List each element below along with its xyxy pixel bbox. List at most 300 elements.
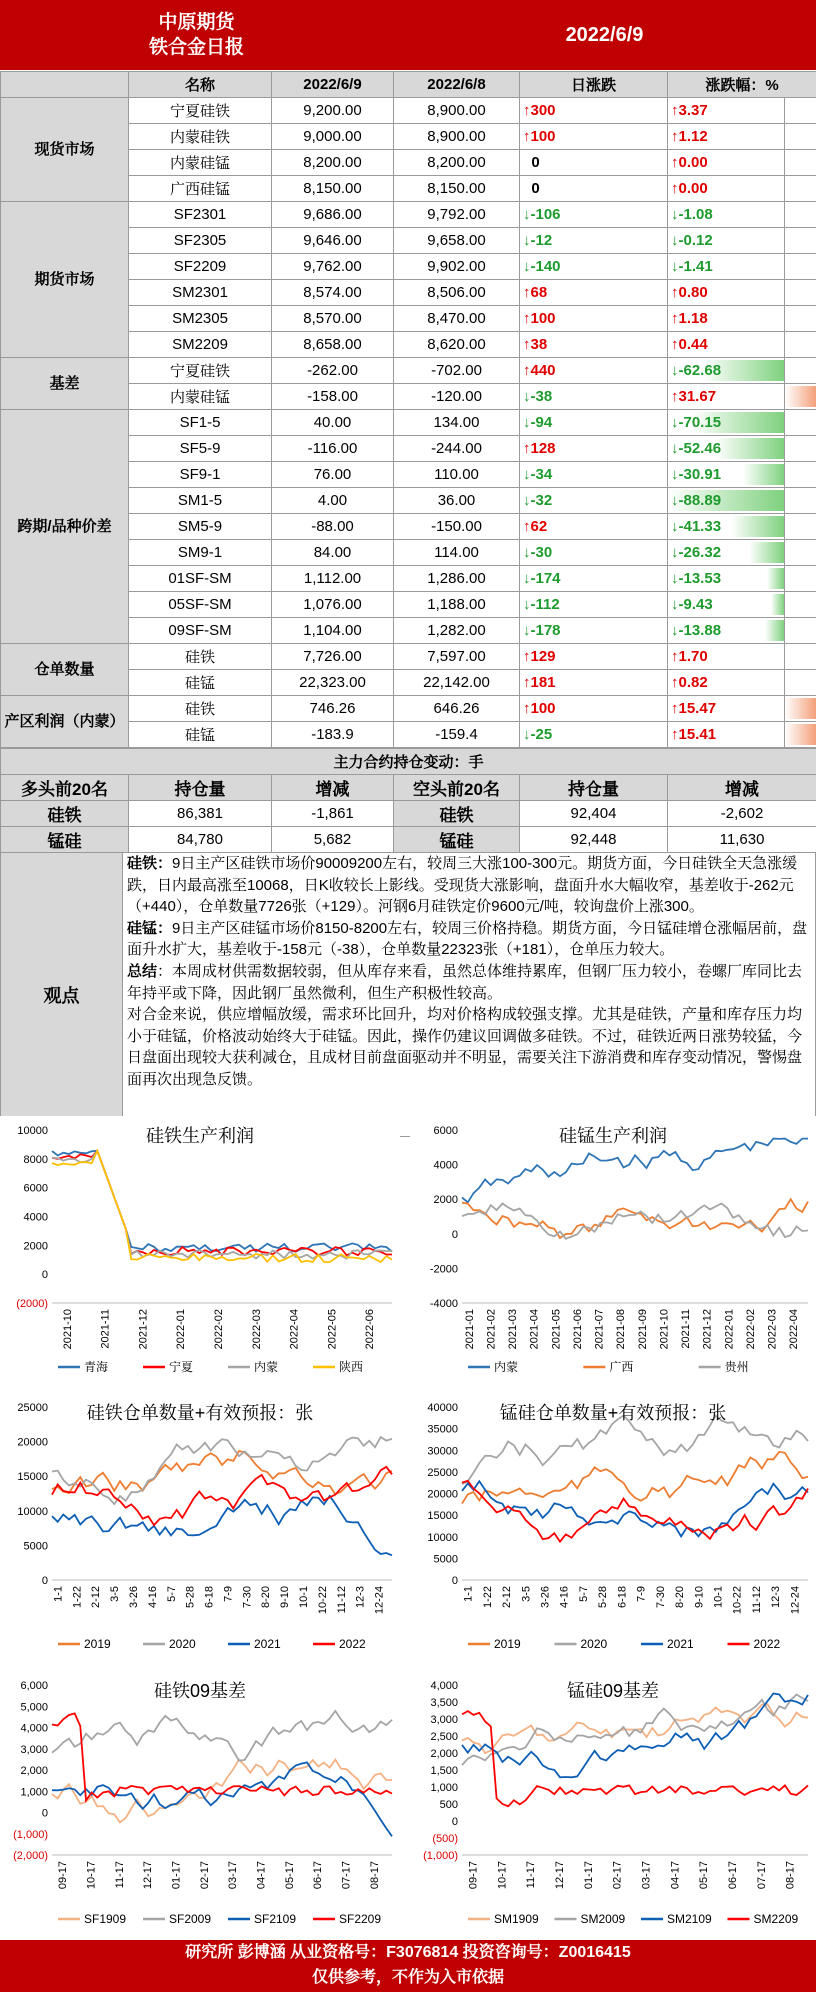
y-tick-label: 3,000 — [430, 1714, 458, 1726]
value-prev: 22,142.00 — [394, 670, 520, 696]
chart-title: 硅铁生产利润 — [146, 1126, 254, 1146]
x-tick-label: 02-17 — [198, 1861, 211, 1890]
col-date2: 2022/6/8 — [394, 72, 520, 98]
arrow-up-icon: ↑ — [523, 518, 531, 535]
x-tick-label: 02-17 — [611, 1861, 624, 1890]
arrow-down-icon: ↓ — [671, 258, 679, 275]
y-tick-label: 2,000 — [430, 1748, 458, 1760]
arrow-down-icon: ↓ — [523, 726, 531, 743]
arrow-up-icon: ↑ — [671, 388, 679, 405]
row-name: SM2209 — [129, 332, 272, 358]
data-bar — [749, 542, 784, 563]
daily-change — [520, 566, 668, 592]
arrow-down-icon: ↓ — [671, 518, 679, 535]
arrow-down-icon: ↓ — [523, 206, 531, 223]
arrow-up-icon: ↑ — [671, 128, 679, 145]
arrow-up-icon: ↑ — [671, 648, 679, 665]
value-today: -116.00 — [272, 436, 394, 462]
y-tick-label: 20000 — [427, 1488, 458, 1501]
arrow-down-icon: ↓ — [671, 492, 679, 509]
y-tick-label: 15000 — [427, 1510, 458, 1523]
pct-change-value: 0.82 — [678, 674, 708, 691]
y-tick-label: 15000 — [17, 1471, 48, 1484]
legend-label: 2021 — [254, 1637, 281, 1651]
x-tick-label: 12-3 — [354, 1586, 367, 1609]
series-line — [52, 1713, 392, 1800]
pct-bar-overflow — [785, 566, 816, 592]
y-tick-label: 6000 — [23, 1182, 48, 1195]
view-tag-summary: 总结 — [127, 962, 158, 980]
daily-change-value: -174 — [530, 570, 561, 587]
pct-change — [668, 280, 785, 306]
chart-c1 — [0, 1116, 400, 1381]
y-tick-label: (1,000) — [423, 1850, 458, 1862]
short-chg: 11,630 — [668, 827, 816, 853]
pct-bar-overflow — [785, 410, 816, 436]
x-tick-label: 2022-01 — [175, 1309, 188, 1350]
daily-change — [520, 514, 668, 540]
x-tick-label: 5-28 — [597, 1586, 610, 1609]
pct-change — [668, 696, 785, 722]
row-name: 硅锰 — [129, 722, 272, 748]
row-name: 广西硅锰 — [129, 176, 272, 202]
pct-bar-overflow — [785, 696, 816, 722]
value-prev: 114.00 — [394, 540, 520, 566]
view-section — [0, 853, 816, 1137]
arrow-up-icon: ↑ — [523, 336, 531, 353]
group-label-profit: 产区利润（内蒙） — [1, 696, 129, 748]
x-tick-label: 2021-10 — [658, 1309, 671, 1350]
view-paragraph-sf — [127, 853, 811, 918]
y-tick-label: 1,500 — [430, 1765, 458, 1777]
group-label-warrant: 仓单数量 — [1, 644, 129, 696]
value-prev: -244.00 — [394, 436, 520, 462]
y-tick-label: 5000 — [23, 1540, 48, 1553]
value-today: 8,570.00 — [272, 306, 394, 332]
row-name: 09SF-SM — [129, 618, 272, 644]
pct-bar-overflow — [785, 670, 816, 696]
pct-change-value: 1.18 — [678, 310, 708, 327]
x-tick-label: 2021-08 — [615, 1309, 628, 1350]
y-tick-label: 4,000 — [430, 1680, 458, 1692]
row-name: SF2305 — [129, 228, 272, 254]
view-paragraph-sm — [127, 918, 811, 961]
series-line — [52, 1762, 392, 1836]
x-tick-label: 11-17 — [113, 1861, 126, 1889]
col-name: 名称 — [129, 72, 272, 98]
x-tick-label: 1-22 — [481, 1586, 494, 1609]
chart-title: 硅铁仓单数量+有效预报：张 — [86, 1403, 314, 1423]
report-title: 铁合金日报 — [148, 37, 244, 58]
y-tick-label: 10000 — [17, 1505, 48, 1518]
table-row — [1, 202, 816, 228]
row-name: SM1-5 — [129, 488, 272, 514]
x-tick-label: 11-12 — [750, 1586, 763, 1614]
short-name: 锰硅 — [394, 827, 520, 853]
pct-bar-overflow — [785, 618, 816, 644]
x-tick-label: 10-22 — [731, 1586, 744, 1615]
header-title-block — [0, 0, 393, 70]
value-prev: 8,620.00 — [394, 332, 520, 358]
value-today: 9,646.00 — [272, 228, 394, 254]
chart-title: 锰硅09基差 — [566, 1681, 660, 1701]
series-line — [52, 1496, 392, 1555]
arrow-down-icon: ↓ — [671, 622, 679, 639]
legend-label: 2021 — [667, 1637, 694, 1651]
arrow-down-icon: ↓ — [671, 596, 679, 613]
row-name: SF2301 — [129, 202, 272, 228]
pct-bar-overflow — [785, 384, 816, 410]
pct-bar-overflow — [785, 462, 816, 488]
pct-change — [668, 644, 785, 670]
pct-bar-overflow — [785, 228, 816, 254]
y-tick-label: 8000 — [23, 1153, 48, 1166]
daily-change — [520, 150, 668, 176]
arrow-up-icon: ↑ — [671, 726, 679, 743]
chart-title: 硅锰生产利润 — [559, 1126, 667, 1146]
value-prev: -150.00 — [394, 514, 520, 540]
pct-bar-overflow — [785, 124, 816, 150]
daily-change-value: -94 — [530, 414, 553, 431]
value-prev: 646.26 — [394, 696, 520, 722]
value-today: 746.26 — [272, 696, 394, 722]
arrow-down-icon: ↓ — [671, 440, 679, 457]
x-tick-label: 2-12 — [501, 1586, 514, 1609]
long-pos: 84,780 — [129, 827, 272, 853]
row-name: SM2301 — [129, 280, 272, 306]
pct-change — [668, 150, 785, 176]
chart-c3 — [0, 1393, 400, 1658]
value-today: 8,200.00 — [272, 150, 394, 176]
value-prev: 7,597.00 — [394, 644, 520, 670]
x-tick-label: 5-28 — [184, 1586, 197, 1609]
legend-label: 广西 — [609, 1360, 634, 1374]
value-prev: 1,188.00 — [394, 592, 520, 618]
arrow-down-icon: ↓ — [523, 622, 531, 639]
x-tick-label: 06-17 — [726, 1861, 739, 1890]
row-name: 内蒙硅锰 — [129, 384, 272, 410]
pct-change-value: 0.00 — [678, 154, 708, 171]
x-tick-label: 3-26 — [539, 1586, 552, 1609]
group-label-spread: 跨期/品种价差 — [1, 410, 129, 644]
daily-change — [520, 618, 668, 644]
pct-bar-overflow — [785, 150, 816, 176]
data-bar — [767, 568, 784, 589]
pct-change-value: 31.67 — [678, 388, 717, 405]
arrow-down-icon: ↓ — [523, 388, 531, 405]
view-body-sm: 9日主产区硅锰市场价8150-8200左右，较周三价格持稳。期货方面，今日锰硅增仓涨幅居前，盘面升水扩大，基差收于-158元（-38），仓单数量22323张（+181），仓单压力较大。 — [127, 919, 808, 959]
daily-change-value: -25 — [530, 726, 553, 743]
arrow-up-icon: ↑ — [523, 700, 531, 717]
pct-change-value: -62.68 — [678, 362, 722, 379]
holding-row — [1, 801, 816, 827]
row-name: SF9-1 — [129, 462, 272, 488]
pct-change — [668, 384, 785, 410]
value-today: 1,104.00 — [272, 618, 394, 644]
daily-change — [520, 410, 668, 436]
daily-change — [520, 306, 668, 332]
y-tick-label: 4000 — [433, 1159, 458, 1172]
daily-change — [520, 202, 668, 228]
data-bar — [785, 386, 816, 407]
x-tick-label: 2022-02 — [744, 1309, 757, 1350]
pct-bar-overflow — [785, 358, 816, 384]
legend-label: SF2209 — [339, 1912, 382, 1926]
daily-change — [520, 254, 668, 280]
row-name: SM9-1 — [129, 540, 272, 566]
pct-bar-overflow — [785, 436, 816, 462]
data-bar — [771, 594, 784, 615]
value-prev: -702.00 — [394, 358, 520, 384]
value-prev: 8,200.00 — [394, 150, 520, 176]
short-chg-header: 增减 — [668, 775, 816, 801]
y-tick-label: 4,000 — [20, 1722, 48, 1735]
daily-change — [520, 384, 668, 410]
y-tick-label: 0 — [41, 1269, 48, 1282]
pct-change — [668, 592, 785, 618]
arrow-down-icon: ↓ — [523, 492, 531, 509]
pct-change-value: 15.41 — [678, 726, 717, 743]
pct-change — [668, 358, 785, 384]
y-tick-label: 3,500 — [430, 1697, 458, 1709]
holding-name: 硅铁 — [1, 801, 129, 827]
x-tick-label: 04-17 — [255, 1861, 268, 1890]
value-today: 8,574.00 — [272, 280, 394, 306]
y-tick-label: 40000 — [427, 1402, 458, 1414]
x-tick-label: 2022-05 — [326, 1309, 339, 1350]
arrow-down-icon: ↓ — [523, 232, 531, 249]
value-today: 9,200.00 — [272, 98, 394, 124]
pct-change-value: -13.53 — [678, 570, 722, 587]
pct-change — [668, 176, 785, 202]
x-tick-label: 12-17 — [142, 1861, 155, 1890]
pct-change-value: -1.08 — [678, 206, 713, 223]
legend-label: SM1909 — [494, 1912, 539, 1926]
value-prev: 9,902.00 — [394, 254, 520, 280]
arrow-up-icon: ↑ — [671, 310, 679, 327]
arrow-up-icon: ↑ — [523, 128, 531, 145]
daily-change-value: 68 — [530, 284, 548, 301]
legend-label: 陕西 — [339, 1360, 364, 1374]
x-tick-label: 05-17 — [283, 1861, 296, 1890]
arrow-up-icon: ↑ — [671, 284, 679, 301]
arrow-down-icon: ↓ — [671, 414, 679, 431]
x-tick-label: 2021-09 — [636, 1309, 649, 1350]
daily-change — [520, 462, 668, 488]
value-today: 7,726.00 — [272, 644, 394, 670]
daily-change-value: 129 — [530, 648, 556, 665]
legend-label: 青海 — [84, 1360, 109, 1374]
value-prev: -120.00 — [394, 384, 520, 410]
pct-bar-overflow — [785, 306, 816, 332]
value-prev: 1,282.00 — [394, 618, 520, 644]
pct-change-value: -1.41 — [678, 258, 713, 275]
y-tick-label: 5000 — [433, 1553, 458, 1566]
pct-change — [668, 540, 785, 566]
value-today: 9,762.00 — [272, 254, 394, 280]
x-tick-label: 6-18 — [203, 1586, 216, 1609]
arrow-up-icon: ↑ — [671, 700, 679, 717]
short-name: 硅铁 — [394, 801, 520, 827]
x-tick-label: 2022-03 — [766, 1309, 779, 1350]
pct-change-value: 0.80 — [678, 284, 708, 301]
pct-change-value: -13.88 — [678, 622, 722, 639]
pct-bar-overflow — [785, 254, 816, 280]
data-bar — [743, 464, 784, 485]
footer — [0, 1940, 816, 1992]
legend-label: 2022 — [339, 1637, 366, 1651]
col-date1: 2022/6/9 — [272, 72, 394, 98]
x-tick-label: 6-18 — [616, 1586, 629, 1609]
value-prev: 8,900.00 — [394, 98, 520, 124]
y-tick-label: 10000 — [17, 1125, 48, 1137]
x-tick-label: 03-17 — [640, 1861, 653, 1890]
x-tick-label: 07-17 — [755, 1861, 768, 1890]
legend-label: SM2009 — [580, 1912, 626, 1926]
x-tick-label: 2022-04 — [788, 1309, 801, 1350]
x-tick-label: 09-17 — [57, 1861, 70, 1890]
arrow-up-icon: ↑ — [523, 284, 531, 301]
x-tick-label: 3-5 — [520, 1586, 533, 1602]
chart-svg — [410, 1393, 816, 1658]
data-bar — [765, 620, 784, 641]
daily-change-value: -34 — [530, 466, 553, 483]
arrow-down-icon: ↓ — [523, 414, 531, 431]
x-tick-label: 10-17 — [496, 1861, 509, 1890]
value-prev: 134.00 — [394, 410, 520, 436]
pct-change-value: 1.70 — [678, 648, 708, 665]
legend-label: SF2109 — [254, 1912, 297, 1926]
view-body-sf: 9日主产区硅铁市场价90009200左右，较周三大涨100-300元。期货方面，今日硅铁全天急涨缓跌，日内最高涨至10068，日K收较长上影线。受现货大涨影响，盘面升水大幅收窄，基差收于-262元（+440），仓单数量7726张（+129）。河钢6月硅铁定价9600元/吨，较询盘价上涨300。 — [127, 855, 798, 916]
pct-change-value: -26.32 — [678, 544, 722, 561]
x-tick-label: 10-1 — [298, 1586, 310, 1609]
data-bar — [785, 698, 816, 719]
daily-change-value: 0 — [531, 180, 540, 197]
value-prev: -159.4 — [394, 722, 520, 748]
value-today: 84.00 — [272, 540, 394, 566]
daily-change-value: -32 — [530, 492, 553, 509]
daily-change-value: 128 — [530, 440, 556, 457]
legend-label: 2019 — [84, 1637, 111, 1651]
pct-bar-overflow — [785, 592, 816, 618]
value-prev: 8,150.00 — [394, 176, 520, 202]
x-tick-label: 1-1 — [462, 1586, 475, 1602]
row-name: 内蒙硅铁 — [129, 124, 272, 150]
x-tick-label: 01-17 — [170, 1861, 183, 1890]
legend-label: SF1909 — [84, 1912, 127, 1926]
value-today: 8,150.00 — [272, 176, 394, 202]
arrow-up-icon: ↑ — [523, 362, 531, 379]
x-tick-label: 4-16 — [558, 1586, 571, 1609]
footer-disclaimer: 仅供参考，不作为入市依据 — [311, 1969, 504, 1986]
series-line — [462, 1452, 808, 1504]
charts-area — [0, 1116, 816, 1936]
short-pos: 92,404 — [520, 801, 668, 827]
pct-bar-overflow — [785, 332, 816, 358]
row-name: SF2209 — [129, 254, 272, 280]
row-name: 内蒙硅锰 — [129, 150, 272, 176]
arrow-up-icon: ↑ — [523, 102, 531, 119]
short-chg: -2,602 — [668, 801, 816, 827]
row-name: SF5-9 — [129, 436, 272, 462]
y-tick-label: 0 — [451, 1228, 458, 1241]
x-tick-label: 09-17 — [467, 1861, 480, 1890]
arrow-down-icon: ↓ — [671, 232, 679, 249]
pct-change — [668, 488, 785, 514]
y-tick-label: 2,500 — [430, 1731, 458, 1743]
legend-label: 2020 — [169, 1637, 196, 1651]
daily-change — [520, 280, 668, 306]
report-header — [0, 0, 816, 71]
group-label-spot: 现货市场 — [1, 98, 129, 202]
pct-change — [668, 514, 785, 540]
daily-change — [520, 124, 668, 150]
x-tick-label: 2021-11 — [99, 1309, 112, 1349]
pct-change — [668, 436, 785, 462]
daily-change-value: 300 — [530, 102, 556, 119]
daily-change-value: 181 — [530, 674, 556, 691]
holding-row — [1, 827, 816, 853]
arrow-down-icon: ↓ — [523, 544, 531, 561]
chart-title: 硅铁09基差 — [153, 1681, 247, 1701]
pct-bar-overflow — [785, 202, 816, 228]
chart-c2 — [410, 1116, 816, 1381]
y-tick-label: -4000 — [429, 1298, 458, 1310]
arrow-down-icon: ↓ — [523, 570, 531, 587]
arrow-up-icon: ↑ — [671, 102, 679, 119]
x-tick-label: 5-7 — [577, 1586, 590, 1602]
y-tick-label: 25000 — [17, 1402, 48, 1414]
y-tick-label: 2,000 — [20, 1765, 48, 1777]
long-header: 多头前20名 — [1, 775, 129, 801]
daily-change — [520, 592, 668, 618]
row-name: 05SF-SM — [129, 592, 272, 618]
daily-change-value: 100 — [530, 700, 556, 717]
y-tick-label: -2000 — [429, 1263, 458, 1276]
row-name: 硅锰 — [129, 670, 272, 696]
y-tick-label: 25000 — [427, 1466, 458, 1479]
y-tick-label: (500) — [432, 1833, 458, 1845]
view-body-summary: ：本周成材供需数据较弱，但从库存来看，虽然总体维持累库，但钢厂压力较小，卷螺厂库同比去年持平或下降，因此钢厂虽然微利，但生产积极性较高。 — [127, 962, 803, 1002]
pct-bar-overflow — [785, 644, 816, 670]
daily-change-value: 440 — [530, 362, 556, 379]
pct-change — [668, 670, 785, 696]
pct-change — [668, 228, 785, 254]
arrow-down-icon: ↓ — [523, 466, 531, 483]
daily-change-value: 100 — [530, 310, 556, 327]
x-tick-label: 2022-02 — [213, 1309, 225, 1350]
x-tick-label: 2022-01 — [723, 1309, 736, 1350]
row-name: 宁夏硅铁 — [129, 358, 272, 384]
pct-change-value: 15.47 — [678, 700, 717, 717]
x-tick-label: 08-17 — [784, 1861, 797, 1890]
x-tick-label: 9-10 — [279, 1586, 292, 1609]
pct-change-value: -0.12 — [678, 232, 713, 249]
pct-change — [668, 124, 785, 150]
legend-label: 宁夏 — [169, 1360, 194, 1374]
x-tick-label: 8-20 — [260, 1586, 273, 1609]
value-prev: 8,506.00 — [394, 280, 520, 306]
legend-label: SM2209 — [753, 1912, 799, 1926]
group-label-futures: 期货市场 — [1, 202, 129, 358]
arrow-down-icon: ↓ — [523, 596, 531, 613]
daily-change-value: 0 — [531, 154, 540, 171]
chart-c5 — [0, 1671, 400, 1933]
arrow-down-icon: ↓ — [671, 544, 679, 561]
daily-change-value: -38 — [530, 388, 553, 405]
x-tick-label: 04-17 — [669, 1861, 682, 1890]
y-tick-label: 0 — [41, 1575, 48, 1587]
